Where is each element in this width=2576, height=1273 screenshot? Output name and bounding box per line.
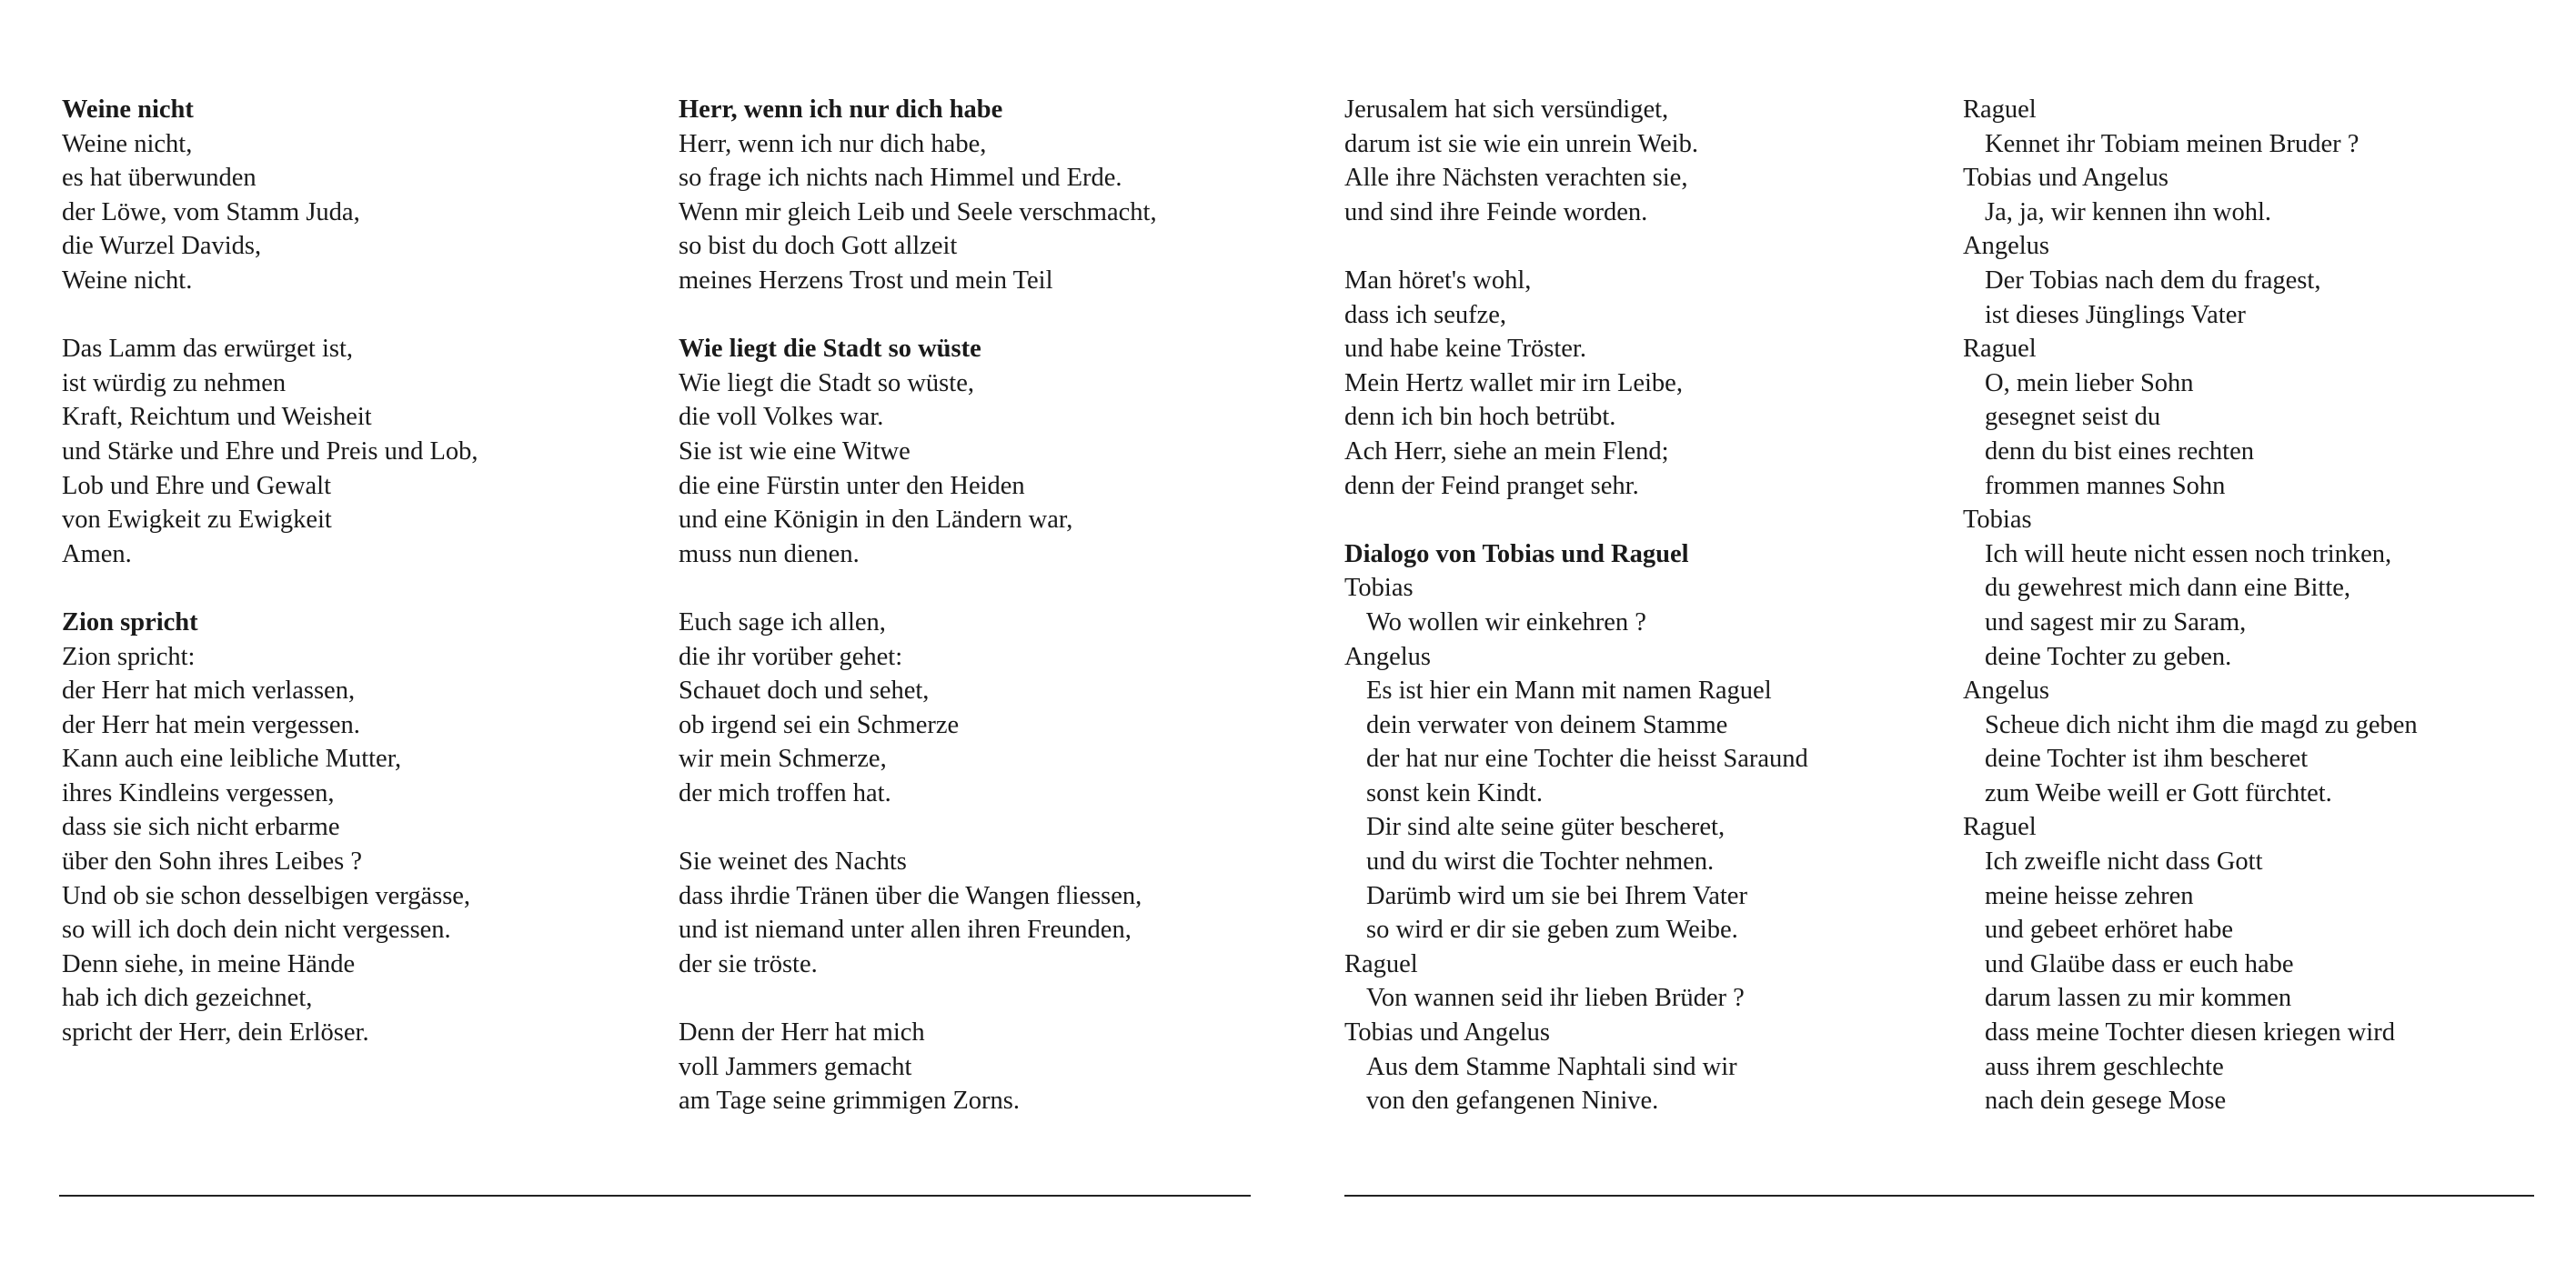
section-heading: Zion spricht [62,607,198,636]
text-line: Scheue dich nicht ihm die magd zu geben [1985,710,2418,739]
text-line: der mich troffen hat. [679,778,891,807]
text-column-3 [1344,93,1808,1118]
text-line: Alle ihre Nächsten verachten sie, [1344,164,1688,193]
text-line: Aus dem Stamme Naphtali sind wir [1366,1052,1737,1081]
text-line: darum lassen zu mir kommen [1985,984,2292,1013]
text-line: und Glaübe dass er euch habe [1985,949,2294,978]
bottom-rule-left [59,1195,1251,1197]
text-line: von den gefangenen Ninive. [1366,1087,1659,1116]
text-line: Weine nicht, [62,129,193,158]
text-line: Ach Herr, siehe an mein Flend; [1344,436,1669,466]
text-line: die ihr vorüber gehet: [679,642,903,671]
text-line: und sind ihre Feinde worden. [1344,197,1648,226]
text-line: der Herr hat mein vergessen. [62,710,360,739]
text-line: und gebeet erhöret habe [1985,916,2233,945]
text-line: Lob und Ehre und Gewalt [62,471,332,500]
text-line: Kann auch eine leibliche Mutter, [62,745,402,774]
text-line: Raguel [1963,813,2037,842]
text-line: sonst kein Kindt. [1366,778,1543,807]
text-line: deine Tochter ist ihm bescheret [1985,745,2309,774]
text-line: Raguel [1963,95,2037,124]
text-line: zum Weibe weill er Gott fürchtet. [1985,778,2332,807]
section-heading: Herr, wenn ich nur dich habe [679,95,1003,124]
text-line: du gewehrest mich dann eine Bitte, [1985,574,2351,603]
text-line: darum ist sie wie ein unrein Weib. [1344,129,1698,158]
text-line: dass sie sich nicht erbarme [62,813,340,842]
text-line: denn der Feind pranget sehr. [1344,471,1639,500]
text-line: und ist niemand unter allen ihren Freunden, [679,916,1132,945]
text-line: Ja, ja, wir kennen ihn wohl. [1985,197,2272,226]
text-line: Angelus [1963,232,2049,261]
text-line: die voll Volkes war. [679,403,884,432]
text-line: der sie tröste. [679,949,818,978]
text-line: ist dieses Jünglings Vater [1985,300,2246,329]
text-line: dein verwater von deinem Stamme [1366,710,1728,739]
text-line: Ich zweifle nicht dass Gott [1985,847,2263,877]
text-line: es hat überwunden [62,164,257,193]
text-line: so will ich doch dein nicht vergessen. [62,916,451,945]
text-line: Das Lamm das erwürget ist, [62,335,354,364]
text-line: wir mein Schmerze, [679,745,887,774]
text-line: denn ich bin hoch betrübt. [1344,403,1616,432]
text-line: Jerusalem hat sich versündiget, [1344,95,1669,124]
text-line: Wo wollen wir einkehren ? [1366,607,1646,636]
text-line: Es ist hier ein Mann mit namen Raguel [1366,677,1772,706]
text-line: Herr, wenn ich nur dich habe, [679,129,987,158]
text-line: ist würdig zu nehmen [62,368,287,397]
bottom-rule-right [1344,1195,2534,1197]
text-line: dass ihrdie Tränen über die Wangen fliessen, [679,881,1142,910]
blank-line [62,298,478,333]
text-line: am Tage seine grimmigen Zorns. [679,1087,1021,1116]
text-line: deine Tochter zu geben. [1985,642,2232,671]
text-line: muss nun dienen. [679,539,860,568]
section-heading: Dialogo von Tobias und Raguel [1344,539,1689,568]
blank-line [679,298,1157,333]
text-line: dass ich seufze, [1344,300,1507,329]
text-line: die Wurzel Davids, [62,232,262,261]
section-heading: Wie liegt die Stadt so wüste [679,335,981,364]
text-line: Dir sind alte seine güter bescheret, [1366,813,1726,842]
text-column-2 [679,93,1157,1118]
blank-line [679,981,1157,1016]
text-line: Kennet ihr Tobiam meinen Bruder ? [1985,129,2360,158]
text-line: Tobias [1963,506,2032,535]
text-line: nach dein gesege Mose [1985,1087,2227,1116]
text-line: Wenn mir gleich Leib und Seele verschmacht, [679,197,1157,226]
text-line: denn du bist eines rechten [1985,436,2254,466]
text-line: spricht der Herr, dein Erlöser. [62,1018,369,1047]
text-line: Man höret's wohl, [1344,266,1532,295]
text-line: Von wannen seid ihr lieben Brüder ? [1366,984,1745,1013]
text-line: Und ob sie schon desselbigen vergässe, [62,881,471,910]
text-line: Denn siehe, in meine Hände [62,949,356,978]
text-line: von Ewigkeit zu Ewigkeit [62,506,332,535]
text-line: Sie ist wie eine Witwe [679,436,911,466]
text-line: Amen. [62,539,132,568]
text-line: Zion spricht: [62,642,196,671]
text-line: Denn der Herr hat mich [679,1018,925,1047]
text-line: die eine Fürstin unter den Heiden [679,471,1025,500]
blank-line [1344,229,1808,264]
text-line: über den Sohn ihres Leibes ? [62,847,363,877]
blank-line [1344,503,1808,537]
text-line: meine heisse zehren [1985,881,2194,910]
text-line: so bist du doch Gott allzeit [679,232,958,261]
text-line: Mein Hertz wallet mir irn Leibe, [1344,368,1683,397]
text-line: Kraft, Reichtum und Weisheit [62,403,372,432]
text-line: voll Jammers gemacht [679,1052,912,1081]
text-line: O, mein lieber Sohn [1985,368,2194,397]
text-line: Wie liegt die Stadt so wüste, [679,368,974,397]
text-line: Angelus [1344,642,1431,671]
text-line: Tobias und Angelus [1344,1018,1550,1047]
text-line: der Löwe, vom Stamm Juda, [62,197,360,226]
text-line: Euch sage ich allen, [679,607,886,636]
text-line: der Herr hat mich verlassen, [62,677,356,706]
text-line: und sagest mir zu Saram, [1985,607,2247,636]
text-line: Tobias [1344,574,1414,603]
section-heading: Weine nicht [62,95,194,124]
text-column-4 [1963,93,2418,1118]
blank-line [679,810,1157,845]
text-line: Raguel [1344,949,1418,978]
text-line: Sie weinet des Nachts [679,847,907,877]
text-line: Weine nicht. [62,266,193,295]
text-line: ob irgend sei ein Schmerze [679,710,960,739]
text-line: auss ihrem geschlechte [1985,1052,2224,1081]
text-line: Schauet doch und sehet, [679,677,930,706]
text-line: hab ich dich gezeichnet, [62,984,313,1013]
text-line: und habe keine Tröster. [1344,335,1586,364]
text-line: und du wirst die Tochter nehmen. [1366,847,1715,877]
text-line: Der Tobias nach dem du fragest, [1985,266,2321,295]
text-line: der hat nur eine Tochter die heisst Saraund [1366,745,1808,774]
text-line: dass meine Tochter diesen kriegen wird [1985,1018,2395,1047]
text-line: ihres Kindleins vergessen, [62,778,335,807]
text-line: Ich will heute nicht essen noch trinken, [1985,539,2392,568]
text-line: so frage ich nichts nach Himmel und Erde. [679,164,1122,193]
text-line: Tobias und Angelus [1963,164,2168,193]
blank-line [62,571,478,606]
text-line: und eine Königin in den Ländern war, [679,506,1073,535]
text-column-1 [62,93,478,1050]
text-line: Raguel [1963,335,2037,364]
text-line: so wird er dir sie geben zum Weibe. [1366,916,1738,945]
text-line: meines Herzens Trost und mein Teil [679,266,1053,295]
text-line: Angelus [1963,677,2049,706]
blank-line [679,571,1157,606]
text-line: frommen mannes Sohn [1985,471,2226,500]
text-line: Darümb wird um sie bei Ihrem Vater [1366,881,1747,910]
text-line: gesegnet seist du [1985,403,2161,432]
text-line: und Stärke und Ehre und Preis und Lob, [62,436,478,466]
